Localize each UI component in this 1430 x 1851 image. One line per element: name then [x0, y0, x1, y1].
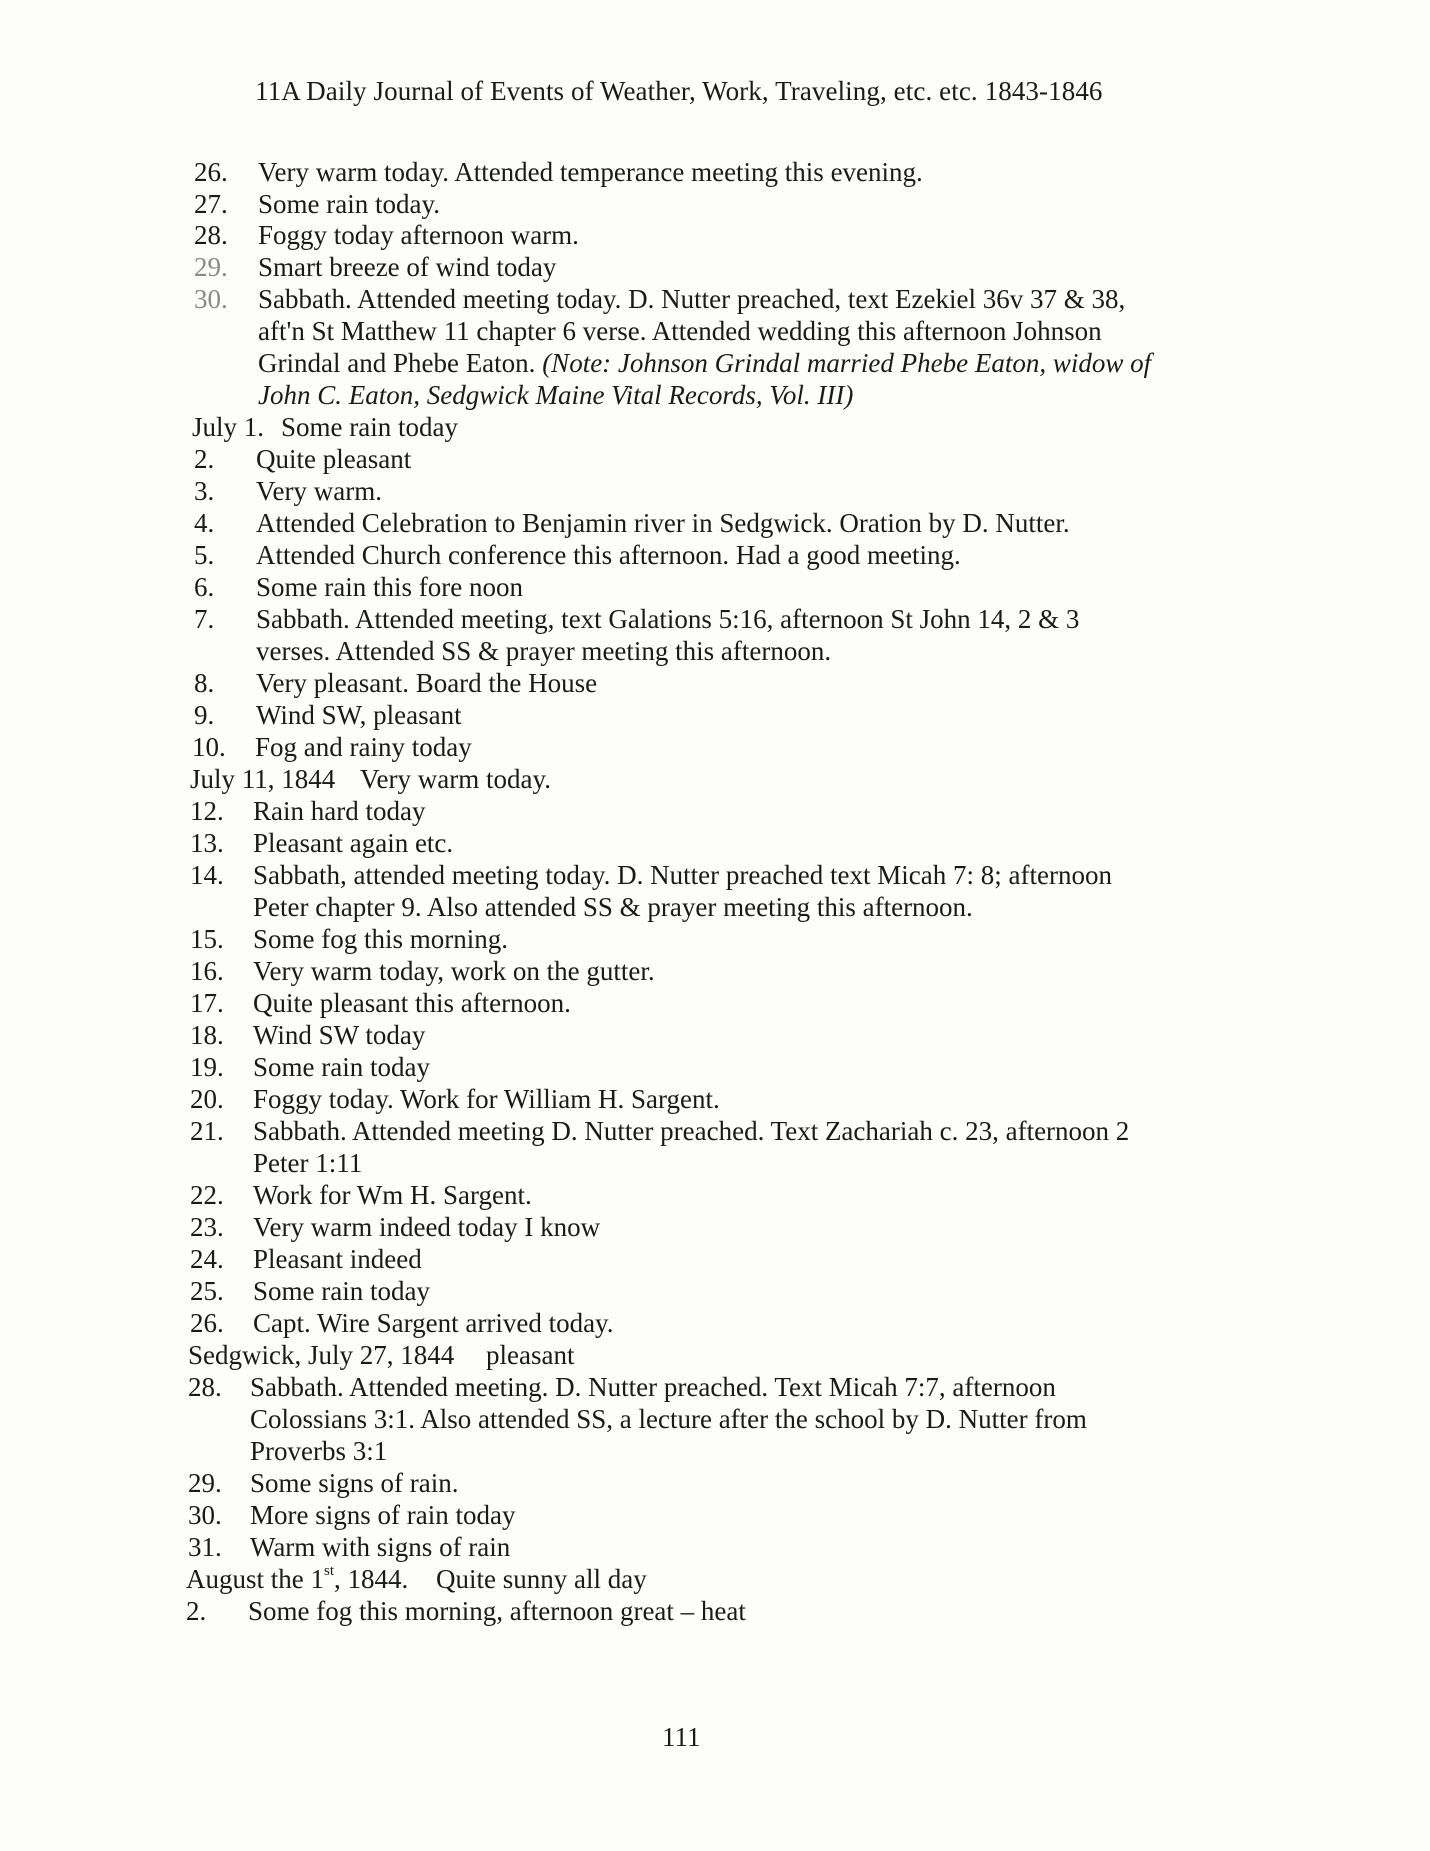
entry-text: Sabbath. Attended meeting, text Galations 5:16, afternoon St John 14, 2 & 3 — [256, 604, 1080, 634]
entry-number: 19. — [190, 1052, 224, 1082]
entry-number: 28. — [188, 1372, 222, 1402]
entry-text: Quite sunny all day — [436, 1564, 647, 1594]
entry-text: Wind SW, pleasant — [256, 700, 462, 730]
entry-number: 17. — [190, 988, 224, 1018]
entry-text: Work for Wm H. Sargent. — [253, 1180, 532, 1210]
entry-text: Some rain today — [281, 412, 458, 442]
entry-text: Very warm indeed today I know — [253, 1212, 601, 1242]
entry-number: 29. — [194, 252, 228, 282]
entry-date: July 11, 1844 — [190, 764, 336, 794]
entry-text: Sabbath. Attended meeting. D. Nutter preached. Text Micah 7:7, afternoon — [250, 1372, 1056, 1402]
entry-number: 4. — [194, 508, 215, 538]
entry-text: verses. Attended SS & prayer meeting this afternoon. — [256, 636, 832, 666]
entry-number: 9. — [194, 700, 215, 730]
entry-text — [258, 347, 1151, 379]
entry-text: Sabbath. Attended meeting D. Nutter preached. Text Zachariah c. 23, afternoon 2 — [253, 1116, 1130, 1146]
entry-text: Pleasant indeed — [253, 1244, 422, 1274]
entry-text: Warm with signs of rain — [250, 1532, 511, 1562]
page-title: 11A Daily Journal of Events of Weather, Work, Traveling, etc. etc. 1843-1846 — [255, 76, 1103, 106]
entry-text: Attended Celebration to Benjamin river in Sedgwick. Oration by D. Nutter. — [256, 508, 1070, 538]
entry-text: Colossians 3:1. Also attended SS, a lecture after the school by D. Nutter from — [250, 1404, 1087, 1434]
entry-text: Some signs of rain. — [250, 1468, 459, 1498]
entry-text: aft'n St Matthew 11 chapter 6 verse. Attended wedding this afternoon Johnson — [258, 316, 1102, 346]
entry-text: Some rain this fore noon — [256, 572, 523, 602]
entry-text: Foggy today. Work for William H. Sargent. — [253, 1084, 720, 1114]
entry-text: Very warm today. — [360, 764, 551, 794]
entry-text: pleasant — [486, 1340, 575, 1370]
entry-text: More signs of rain today — [250, 1500, 516, 1530]
entry-number: 30. — [194, 284, 228, 314]
entry-number: 7. — [194, 604, 215, 634]
entry-text: Pleasant again etc. — [253, 828, 454, 858]
entry-text: Foggy today afternoon warm. — [258, 220, 579, 250]
entry-number: 8. — [194, 668, 215, 698]
entry-number: 16. — [190, 956, 224, 986]
entry-number: 18. — [190, 1020, 224, 1050]
entry-text: Fog and rainy today — [255, 732, 472, 762]
entry-text: Some fog this morning. — [253, 924, 508, 954]
entry-text: Very warm today, work on the gutter. — [253, 956, 655, 986]
entry-number: 2. — [186, 1596, 207, 1626]
entry-text: Peter 1:11 — [253, 1148, 363, 1178]
entry-text: Some rain today — [253, 1276, 430, 1306]
entry-text: Sabbath. Attended meeting today. D. Nutter preached, text Ezekiel 36v 37 & 38, — [258, 284, 1126, 314]
entry-number: 12. — [190, 796, 224, 826]
entry-text: Some fog this morning, afternoon great – heat — [248, 1596, 746, 1626]
entry-text: Some rain today. — [258, 189, 440, 219]
entry-text: Very warm. — [256, 476, 382, 506]
editor-note: John C. Eaton, Sedgwick Maine Vital Records, Vol. III) — [258, 380, 854, 410]
entry-number: 28. — [194, 220, 228, 250]
entry-number: 26. — [194, 157, 228, 187]
entry-number: 23. — [190, 1212, 224, 1242]
entry-text-part: Grindal and Phebe Eaton. — [258, 348, 536, 378]
entry-date: August the 1st, 1844. — [186, 1563, 409, 1594]
entry-text: Peter chapter 9. Also attended SS & prayer meeting this afternoon. — [253, 892, 973, 922]
entry-date: Sedgwick, July 27, 1844 — [188, 1340, 455, 1370]
entry-text: Capt. Wire Sargent arrived today. — [253, 1308, 614, 1338]
entry-number: 31. — [188, 1532, 222, 1562]
entry-number: 25. — [190, 1276, 224, 1306]
entry-number: 5. — [194, 540, 215, 570]
entry-text: Attended Church conference this afternoon. Had a good meeting. — [256, 540, 961, 570]
entry-text: Proverbs 3:1 — [250, 1436, 388, 1466]
entry-date: July 1. — [192, 412, 265, 442]
entry-text: Quite pleasant — [256, 444, 412, 474]
entry-text: Some rain today — [253, 1052, 430, 1082]
entry-number: 30. — [188, 1500, 222, 1530]
entry-number: 10. — [192, 732, 226, 762]
entry-number: 22. — [190, 1180, 224, 1210]
entry-number: 6. — [194, 572, 215, 602]
entry-number: 21. — [190, 1116, 224, 1146]
entry-text: Very pleasant. Board the House — [256, 668, 598, 698]
entry-number: 14. — [190, 860, 224, 890]
entry-number: 15. — [190, 924, 224, 954]
entry-number: 20. — [190, 1084, 224, 1114]
entry-text: Smart breeze of wind today — [258, 252, 557, 282]
entry-number: 29. — [188, 1468, 222, 1498]
page-number: 111 — [662, 1722, 701, 1752]
entry-number: 3. — [194, 476, 215, 506]
entry-text: Sabbath, attended meeting today. D. Nutter preached text Micah 7: 8; afternoon — [253, 860, 1112, 890]
entry-text: Rain hard today — [253, 796, 426, 826]
entry-text: Wind SW today — [253, 1020, 426, 1050]
entry-number: 2. — [194, 444, 215, 474]
entry-number: 24. — [190, 1244, 224, 1274]
entry-number: 26. — [190, 1308, 224, 1338]
entry-text: Quite pleasant this afternoon. — [253, 988, 571, 1018]
entry-number: 27. — [194, 189, 228, 219]
editor-note: (Note: Johnson Grindal married Phebe Eaton, widow of — [542, 348, 1152, 378]
entry-text: Very warm today. Attended temperance meeting this evening. — [258, 157, 923, 187]
entry-number: 13. — [190, 828, 224, 858]
